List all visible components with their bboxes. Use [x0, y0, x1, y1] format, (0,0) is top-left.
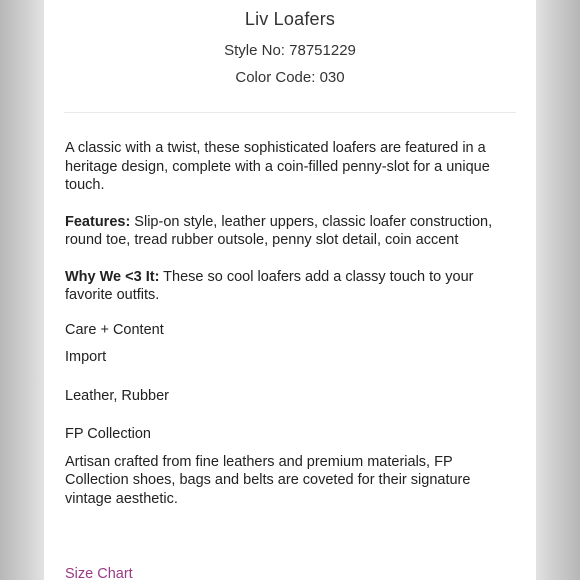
divider — [64, 112, 516, 113]
materials-text: Leather, Rubber — [65, 387, 169, 404]
fp-collection-heading: FP Collection — [65, 426, 151, 442]
product-description-section — [65, 139, 520, 508]
color-code: Color Code: 030 — [235, 69, 345, 86]
fp-collection-text: Artisan crafted from fine leathers and premium materials, FP Collection shoes, bags and belts are coveted for their signature vintage aesthetic. — [65, 453, 471, 507]
product-detail-card — [44, 0, 536, 580]
features-paragraph — [65, 213, 520, 250]
product-title: Liv Loafers — [244, 9, 336, 29]
why-we-love-it-label: Why We <3 It: — [65, 268, 160, 285]
left-shadow-panel — [0, 0, 44, 580]
why-we-love-it-text: These so cool loafers add a classy touch to your favorite outfits. — [65, 268, 474, 303]
why-we-love-it-paragraph — [65, 268, 520, 305]
origin-text: Import — [65, 349, 107, 365]
description-text: A classic with a twist, these sophisticated loafers are featured in a heritage design, complete with a coin-filled penny-slot for a unique touch. — [65, 140, 490, 193]
size-chart-link[interactable]: Size Chart — [65, 566, 133, 580]
style-number: Style No: 78751229 — [224, 42, 356, 59]
care-content-heading: Care + Content — [65, 321, 164, 338]
right-shadow-panel — [536, 0, 580, 580]
features-label: Features: — [65, 213, 131, 230]
features-text: Slip-on style, leather uppers, classic loafer construction, round toe, tread rubber outsole, penny slot detail, coin accent — [65, 213, 493, 248]
